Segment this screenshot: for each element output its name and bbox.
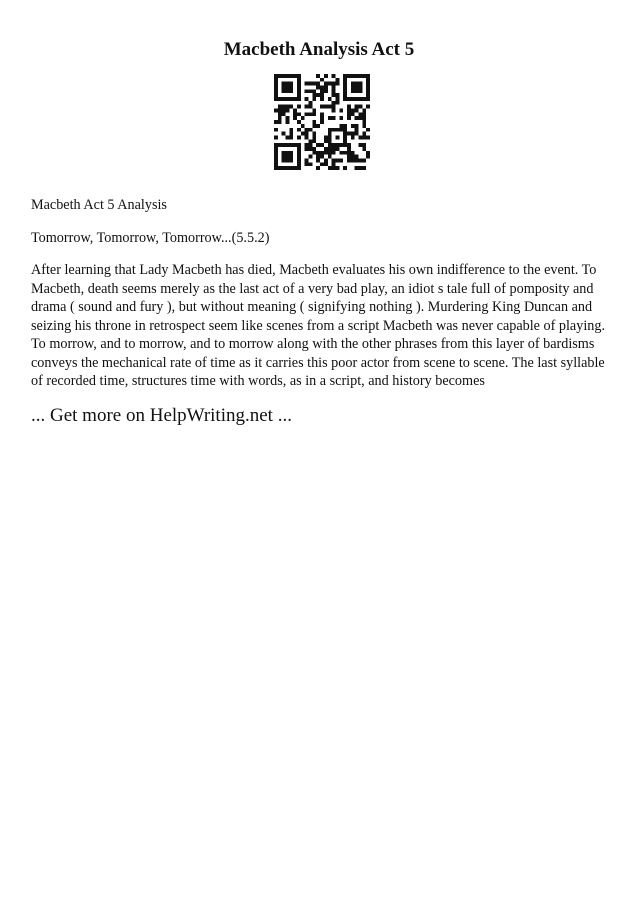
quote-heading: Tomorrow, Tomorrow, Tomorrow...(5.5.2) <box>31 229 270 246</box>
qr-code-graphic <box>274 74 370 170</box>
body-paragraph: After learning that Lady Macbeth has died, Macbeth evaluates his own indifference to the event. To Macbeth, death seems merely as the last act of a very bad play, an idiot s tale full of pomposity and drama ( sound and fury ), but without meaning ( signifying nothing ). Murdering King Duncan and seizing his throne in retrospect seem like scenes from a script Macbeth was never capable of playing. To morrow, and to morrow, and to morrow along with the other phrases from this layer of bardisms conveys the mechanical rate of time as it carries this poor actor from scene to scene. The last syllable of recorded time, structures time with words, as in a script, and history becomes <box>31 262 605 389</box>
document-subtitle: Macbeth Act 5 Analysis <box>31 197 167 213</box>
document-content <box>31 196 611 391</box>
qr-code-icon[interactable] <box>274 74 370 170</box>
get-more-link[interactable]: ... Get more on HelpWriting.net ... <box>31 405 292 426</box>
document-title: Macbeth Analysis Act 5 <box>223 39 415 60</box>
